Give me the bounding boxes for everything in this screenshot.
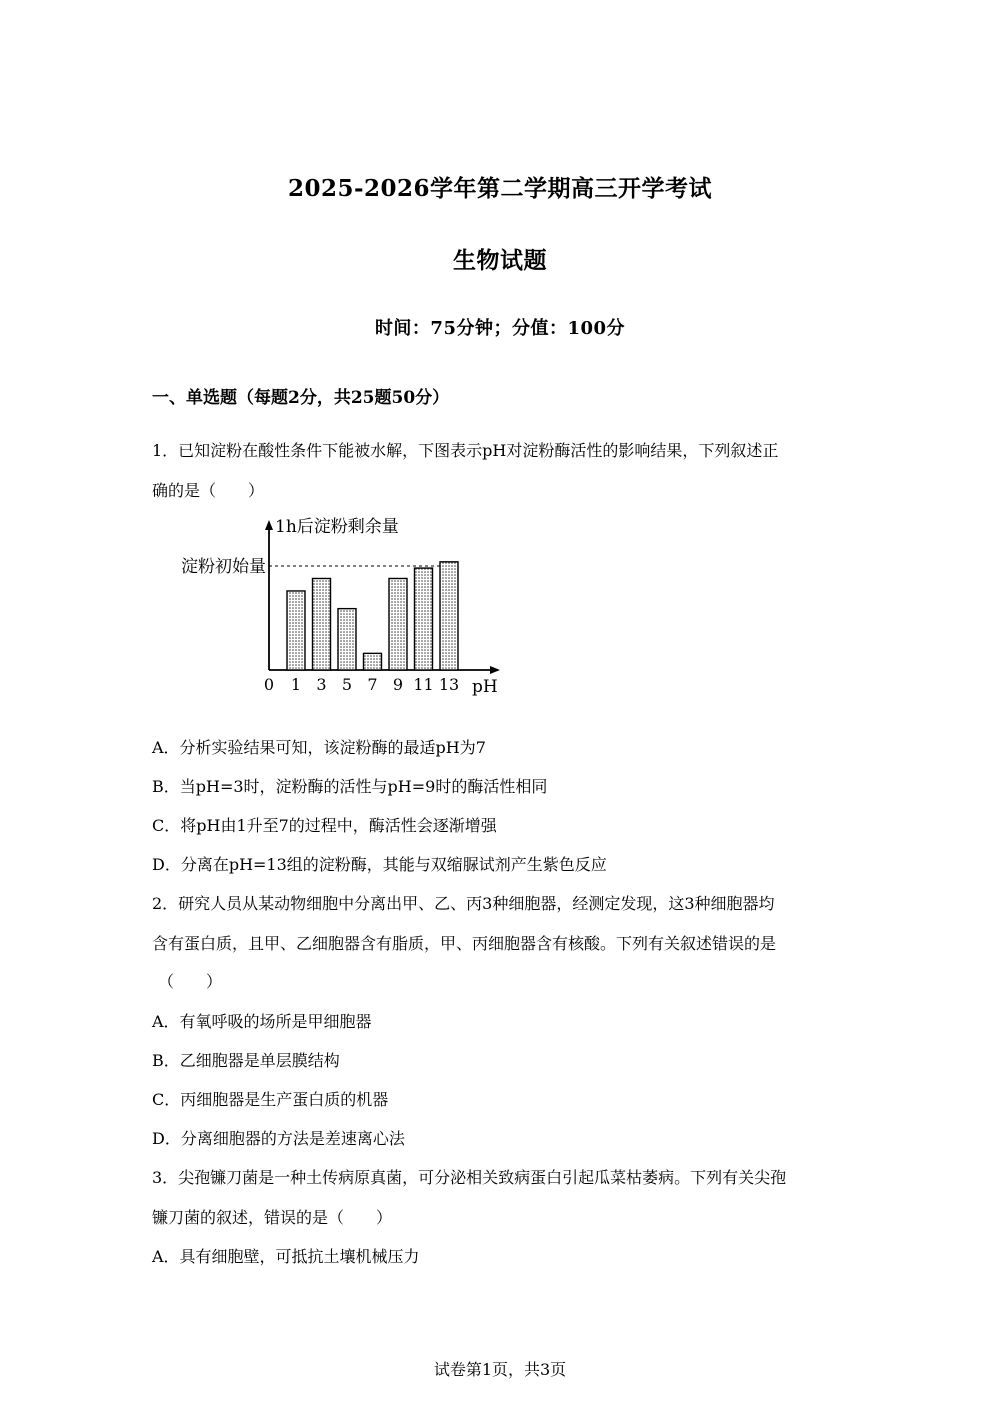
page-footer: 试卷第1页，共3页 — [433, 1360, 567, 1379]
chart-bar — [415, 568, 433, 670]
q2-option-b: B．乙细胞器是单层膜结构 — [152, 1051, 340, 1070]
q1-option-c: C．将pH由1升至7的过程中，酶活性会逐渐增强 — [152, 816, 497, 835]
subject-title: 生物试题 — [453, 247, 547, 274]
x-axis-arrow — [490, 666, 500, 674]
chart-bar — [313, 578, 331, 670]
section-heading: 一、单选题（每题2分，共25题50分） — [152, 388, 450, 408]
q2-option-c: C．丙细胞器是生产蛋白质的机器 — [152, 1090, 389, 1109]
x-tick-label: 5 — [341, 675, 353, 694]
y-axis-arrow — [265, 520, 273, 530]
chart-bar — [364, 653, 382, 670]
x-tick-label: 1 — [290, 675, 302, 694]
x-axis-label: pH — [472, 677, 498, 697]
origin-label: 0 — [263, 675, 275, 694]
y-axis-label: 1h后淀粉剩余量 — [275, 517, 399, 537]
exam-title: 2025-2026学年第二学期高三开学考试 — [287, 175, 713, 202]
x-tick-label: 11 — [413, 675, 434, 694]
x-tick-label: 3 — [316, 675, 327, 694]
x-tick-label: 13 — [438, 675, 460, 694]
chart-svg — [160, 508, 510, 698]
q2-option-d: D．分离细胞器的方法是差速离心法 — [152, 1129, 405, 1148]
q3-stem-line2: 镰刀菌的叙述，错误的是（ ） — [152, 1208, 393, 1227]
q2-stem-line3: （ ） — [158, 972, 223, 991]
q1-option-d: D．分离在pH=13组的淀粉酶，其能与双缩脲试剂产生紫色反应 — [152, 855, 607, 874]
q2-stem-line2: 含有蛋白质，且甲、乙细胞器含有脂质，甲、丙细胞器含有核酸。下列有关叙述错误的是 — [152, 934, 777, 953]
x-tick-label: 9 — [392, 675, 404, 694]
q1-option-a: A．分析实验结果可知，该淀粉酶的最适pH为7 — [152, 738, 486, 757]
x-tick-label: 7 — [367, 675, 378, 694]
chart-bar — [287, 591, 305, 670]
exam-meta: 时间：75分钟；分值：100分 — [374, 318, 626, 339]
q2-option-a: A．有氧呼吸的场所是甲细胞器 — [152, 1012, 372, 1031]
ph-amylase-chart — [160, 508, 510, 702]
q3-option-a: A．具有细胞壁，可抵抗土壤机械压力 — [152, 1247, 420, 1266]
reference-line-label: 淀粉初始量 — [181, 557, 266, 577]
chart-bar — [389, 578, 407, 670]
q3-stem-line1: 3．尖孢镰刀菌是一种土传病原真菌，可分泌相关致病蛋白引起瓜菜枯萎病。下列有关尖孢 — [152, 1168, 787, 1187]
q1-stem-line2: 确的是（ ） — [152, 481, 265, 500]
q1-stem-line1: 1．已知淀粉在酸性条件下能被水解，下图表示pH对淀粉酶活性的影响结果，下列叙述正 — [152, 441, 779, 460]
chart-bar — [338, 609, 356, 670]
chart-bar — [440, 562, 458, 670]
q1-option-b: B．当pH=3时，淀粉酶的活性与pH=9时的酶活性相同 — [152, 777, 548, 796]
q2-stem-line1: 2．研究人员从某动物细胞中分离出甲、乙、丙3种细胞器，经测定发现，这3种细胞器均 — [152, 894, 775, 913]
